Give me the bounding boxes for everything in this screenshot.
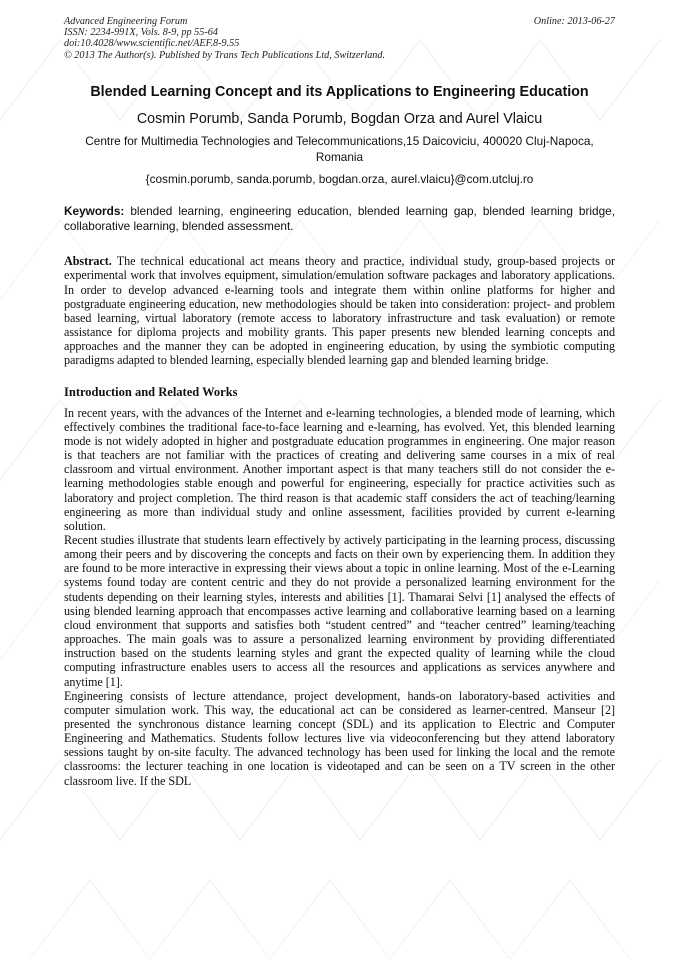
keywords-block [64, 204, 615, 233]
online-date: Online: 2013-06-27 [533, 16, 615, 27]
copyright-line: © 2013 The Author(s). Published by Trans Tech Publications Ltd, Switzerland. [64, 49, 386, 61]
paper-affiliation: Centre for Multimedia Technologies and Telecommunications,15 Daicoviciu, 400020 Cluj-Napoca, Romania [85, 134, 594, 164]
paper-emails: {cosmin.porumb, sanda.porumb, bogdan.orza, aurel.vlaicu}@com.utcluj.ro [145, 172, 534, 187]
section-paragraph: In recent years, with the advances of the Internet and e-learning technologies, a blended mode of learning, which effectively combines the traditional face-to-face learning and e-learning, has evolved. Yet, this blended learning mode is not widely adopted in higher and postgraduate education programmes in engineering. One major reason is that teachers are not familiar with the practices of creating and delivering same courses in a mix of real classroom and virtual environment. Another important aspect is that many teachers still do not consider the e-learning methodologies stable enough and powerful for engineering, especially for practice activities such as laboratory and project completion. The third reason is that academic staff considers the act of teaching/learning engineering as more than individual study and online assessment, facilities provided by current e-learning solution. [64, 405, 615, 533]
doi-line: doi:10.4028/www.scientific.net/AEF.8-9.55 [64, 38, 240, 50]
abstract-text: The technical educational act means theory and practice, individual study, group-based projects or experimental work that involves equipment, simulation/emulation software packages and laboratory applications. In order to develop advanced e-learning tools and integrate them within online platforms for higher and postgraduate engineering education, new methodologies should be taken into consideration: project- and problem based learning, virtual laboratory (remote access to laboratory infrastructure and task evaluation) or remote assistance for diploma projects and mobility grants. This paper presents new blended learning concepts and approaches and the manner they can be adopted in engineering education, by using the symbiotic computing paradigms adapted to blended learning, especially blended learning gap and blended learning bridge. [64, 254, 615, 368]
abstract-label: Abstract. [64, 254, 112, 269]
paper-page [64, 16, 615, 788]
journal-name: Advanced Engineering Forum [64, 16, 188, 27]
section-paragraph: Engineering consists of lecture attendance, project development, hands-on laboratory-based activities and computer simulation work. This way, the educational act can be considered as learner-centred. Manseur [2] presented the synchronous distance learning concept (SDL) and its application to Electric and Computer Engineering and Mathematics. Students follow lectures live via videoconferencing but they attend laboratory sessions taught by on-site faculty. The advanced technology has been used for linking the local and the remote classrooms: the lecturer teaching in one location is videotaped and can be seen on a TV screen in the other classroom live. If the SDL [64, 688, 615, 788]
paper-authors: Cosmin Porumb, Sanda Porumb, Bogdan Orza and Aurel Vlaicu [136, 111, 543, 128]
abstract-block [64, 254, 615, 367]
keywords-text: blended learning, engineering education, blended learning gap, blended learning bridge, collaborative learning, blended assessment. [64, 204, 615, 233]
section-heading: Introduction and Related Works [64, 384, 238, 399]
journal-header [64, 16, 615, 61]
keywords-label: Keywords: [64, 204, 125, 219]
paper-title: Blended Learning Concept and its Applications to Engineering Education [90, 83, 589, 100]
issn-line: ISSN: 2234-991X, Vols. 8-9, pp 55-64 [64, 27, 218, 39]
section-paragraph: Recent studies illustrate that students learn effectively by actively participating in the learning process, discussing among their peers and by discovering the concepts and facts on their own by experiencing them. In addition they are found to be more interactive in expressing their views about a topic in online learning. Most of the e-Learning systems found today are content centric and they do not provide a personalized learning environment for the students depending on their learning styles, interests and abilities [1]. Thamarai Selvi [1] analysed the effects of using blended learning approach that encompasses active learning and collaborative learning based on a learning cloud environment that supports and satisfies both “student centred” and “teacher centred” learning/teaching approaches. The main goals was to assure a personalized learning environment by providing differentiated instruction based on the students learning styles and grant the expected quality of learning while the cloud computing infrastructure enables users to access all the resources and applications as services anywhere and anytime [1]. [64, 532, 615, 689]
